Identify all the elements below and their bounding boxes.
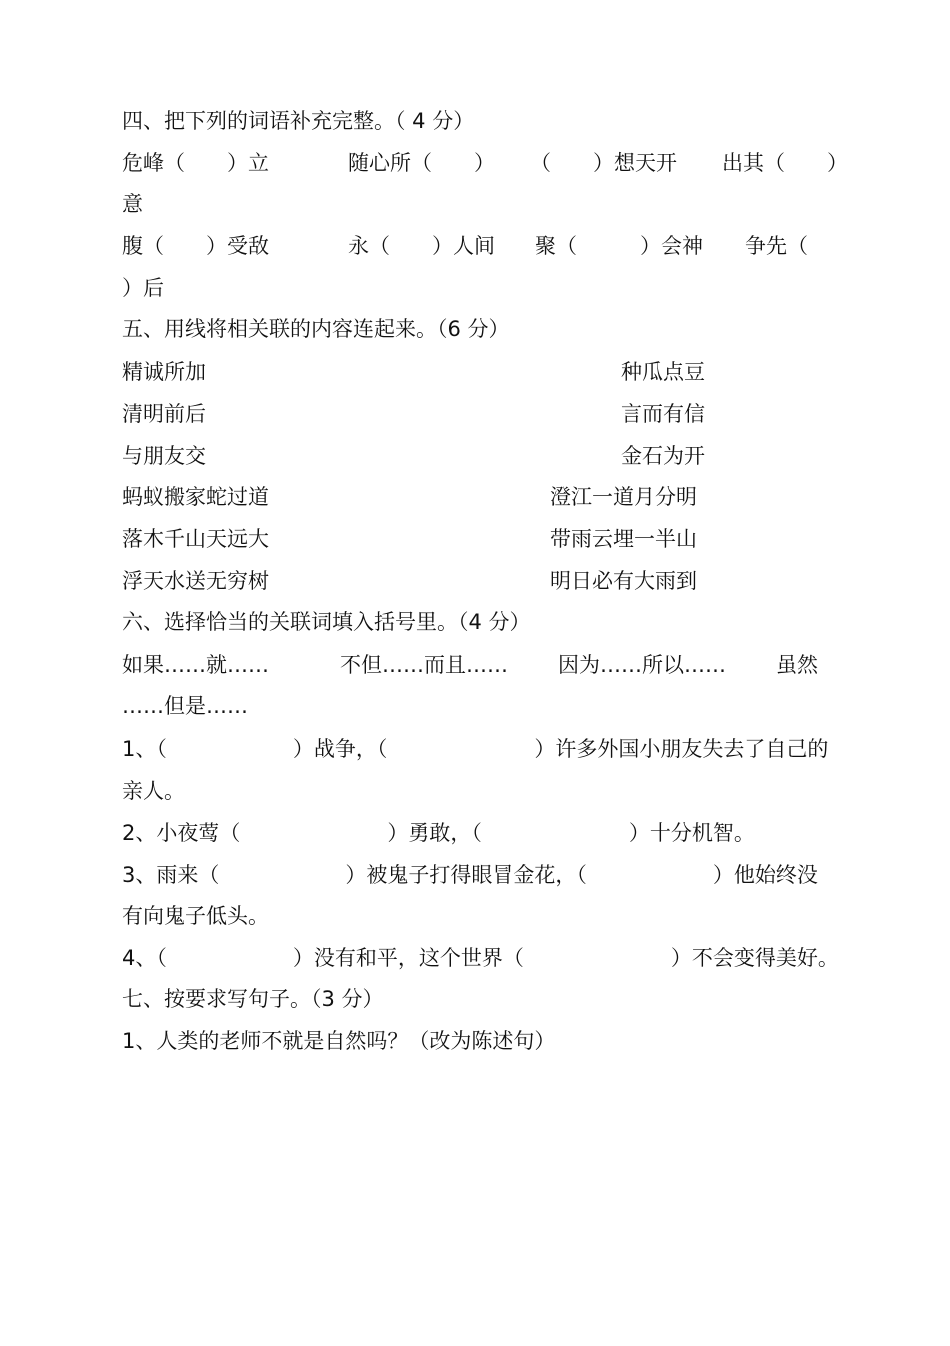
option-2: 不但……而且……: [340, 653, 508, 677]
idiom-4-wrap: 意: [122, 192, 143, 216]
question-6-3: 3、雨来（ ）被鬼子打得眼冒金花，（ ）他始终没: [122, 863, 818, 887]
option-4-wrap: ……但是……: [122, 694, 248, 718]
left-item-6: 浮天水送无穷树: [122, 569, 269, 593]
left-item-5: 落木千山天远大: [122, 527, 269, 551]
right-item-6: 明日必有大雨到: [550, 569, 697, 593]
left-item-4: 蚂蚁搬家蛇过道: [122, 485, 269, 509]
option-4: 虽然: [776, 653, 818, 677]
section6-heading: 六、选择恰当的关联词填入括号里。（4 分）: [122, 610, 531, 634]
question-6-1-wrap: 亲人。: [122, 779, 185, 803]
option-3: 因为……所以……: [558, 653, 726, 677]
right-item-3: 金石为开: [621, 444, 705, 468]
question-6-1: 1、（ ）战争，（ ）许多外国小朋友失去了自己的: [122, 737, 829, 761]
section5-heading: 五、用线将相关联的内容连起来。（6 分）: [122, 317, 510, 341]
idiom-1: 危峰（ ）立: [122, 151, 269, 175]
question-7-1: 1、人类的老师不就是自然吗？（改为陈述句）: [122, 1029, 556, 1053]
right-item-2: 言而有信: [621, 402, 705, 426]
question-6-4: 4、（ ）没有和平，这个世界（ ）不会变得美好。: [122, 946, 839, 970]
question-6-2: 2、小夜莺（ ）勇敢，（ ）十分机智。: [122, 821, 755, 845]
idiom-3: （ ）想天开: [530, 151, 677, 175]
idiom-6: 永（ ）人间: [348, 234, 495, 258]
section4-heading: 四、把下列的词语补充完整。（ 4 分）: [122, 109, 475, 133]
idiom-8: 争先（: [745, 234, 808, 258]
left-item-2: 清明前后: [122, 402, 206, 426]
left-item-3: 与朋友交: [122, 444, 206, 468]
left-item-1: 精诚所加: [122, 360, 206, 384]
idiom-4: 出其（ ）: [722, 151, 848, 175]
question-6-3-wrap: 有向鬼子低头。: [122, 904, 269, 928]
right-item-4: 澄江一道月分明: [550, 485, 697, 509]
idiom-8-wrap: ）后: [122, 276, 164, 300]
option-1: 如果……就……: [122, 653, 269, 677]
idiom-7: 聚（ ）会神: [535, 234, 703, 258]
right-item-1: 种瓜点豆: [621, 360, 705, 384]
section7-heading: 七、按要求写句子。（3 分）: [122, 987, 384, 1011]
right-item-5: 带雨云埋一半山: [550, 527, 697, 551]
idiom-5: 腹（ ）受敌: [122, 234, 269, 258]
idiom-2: 随心所（ ）: [348, 151, 495, 175]
